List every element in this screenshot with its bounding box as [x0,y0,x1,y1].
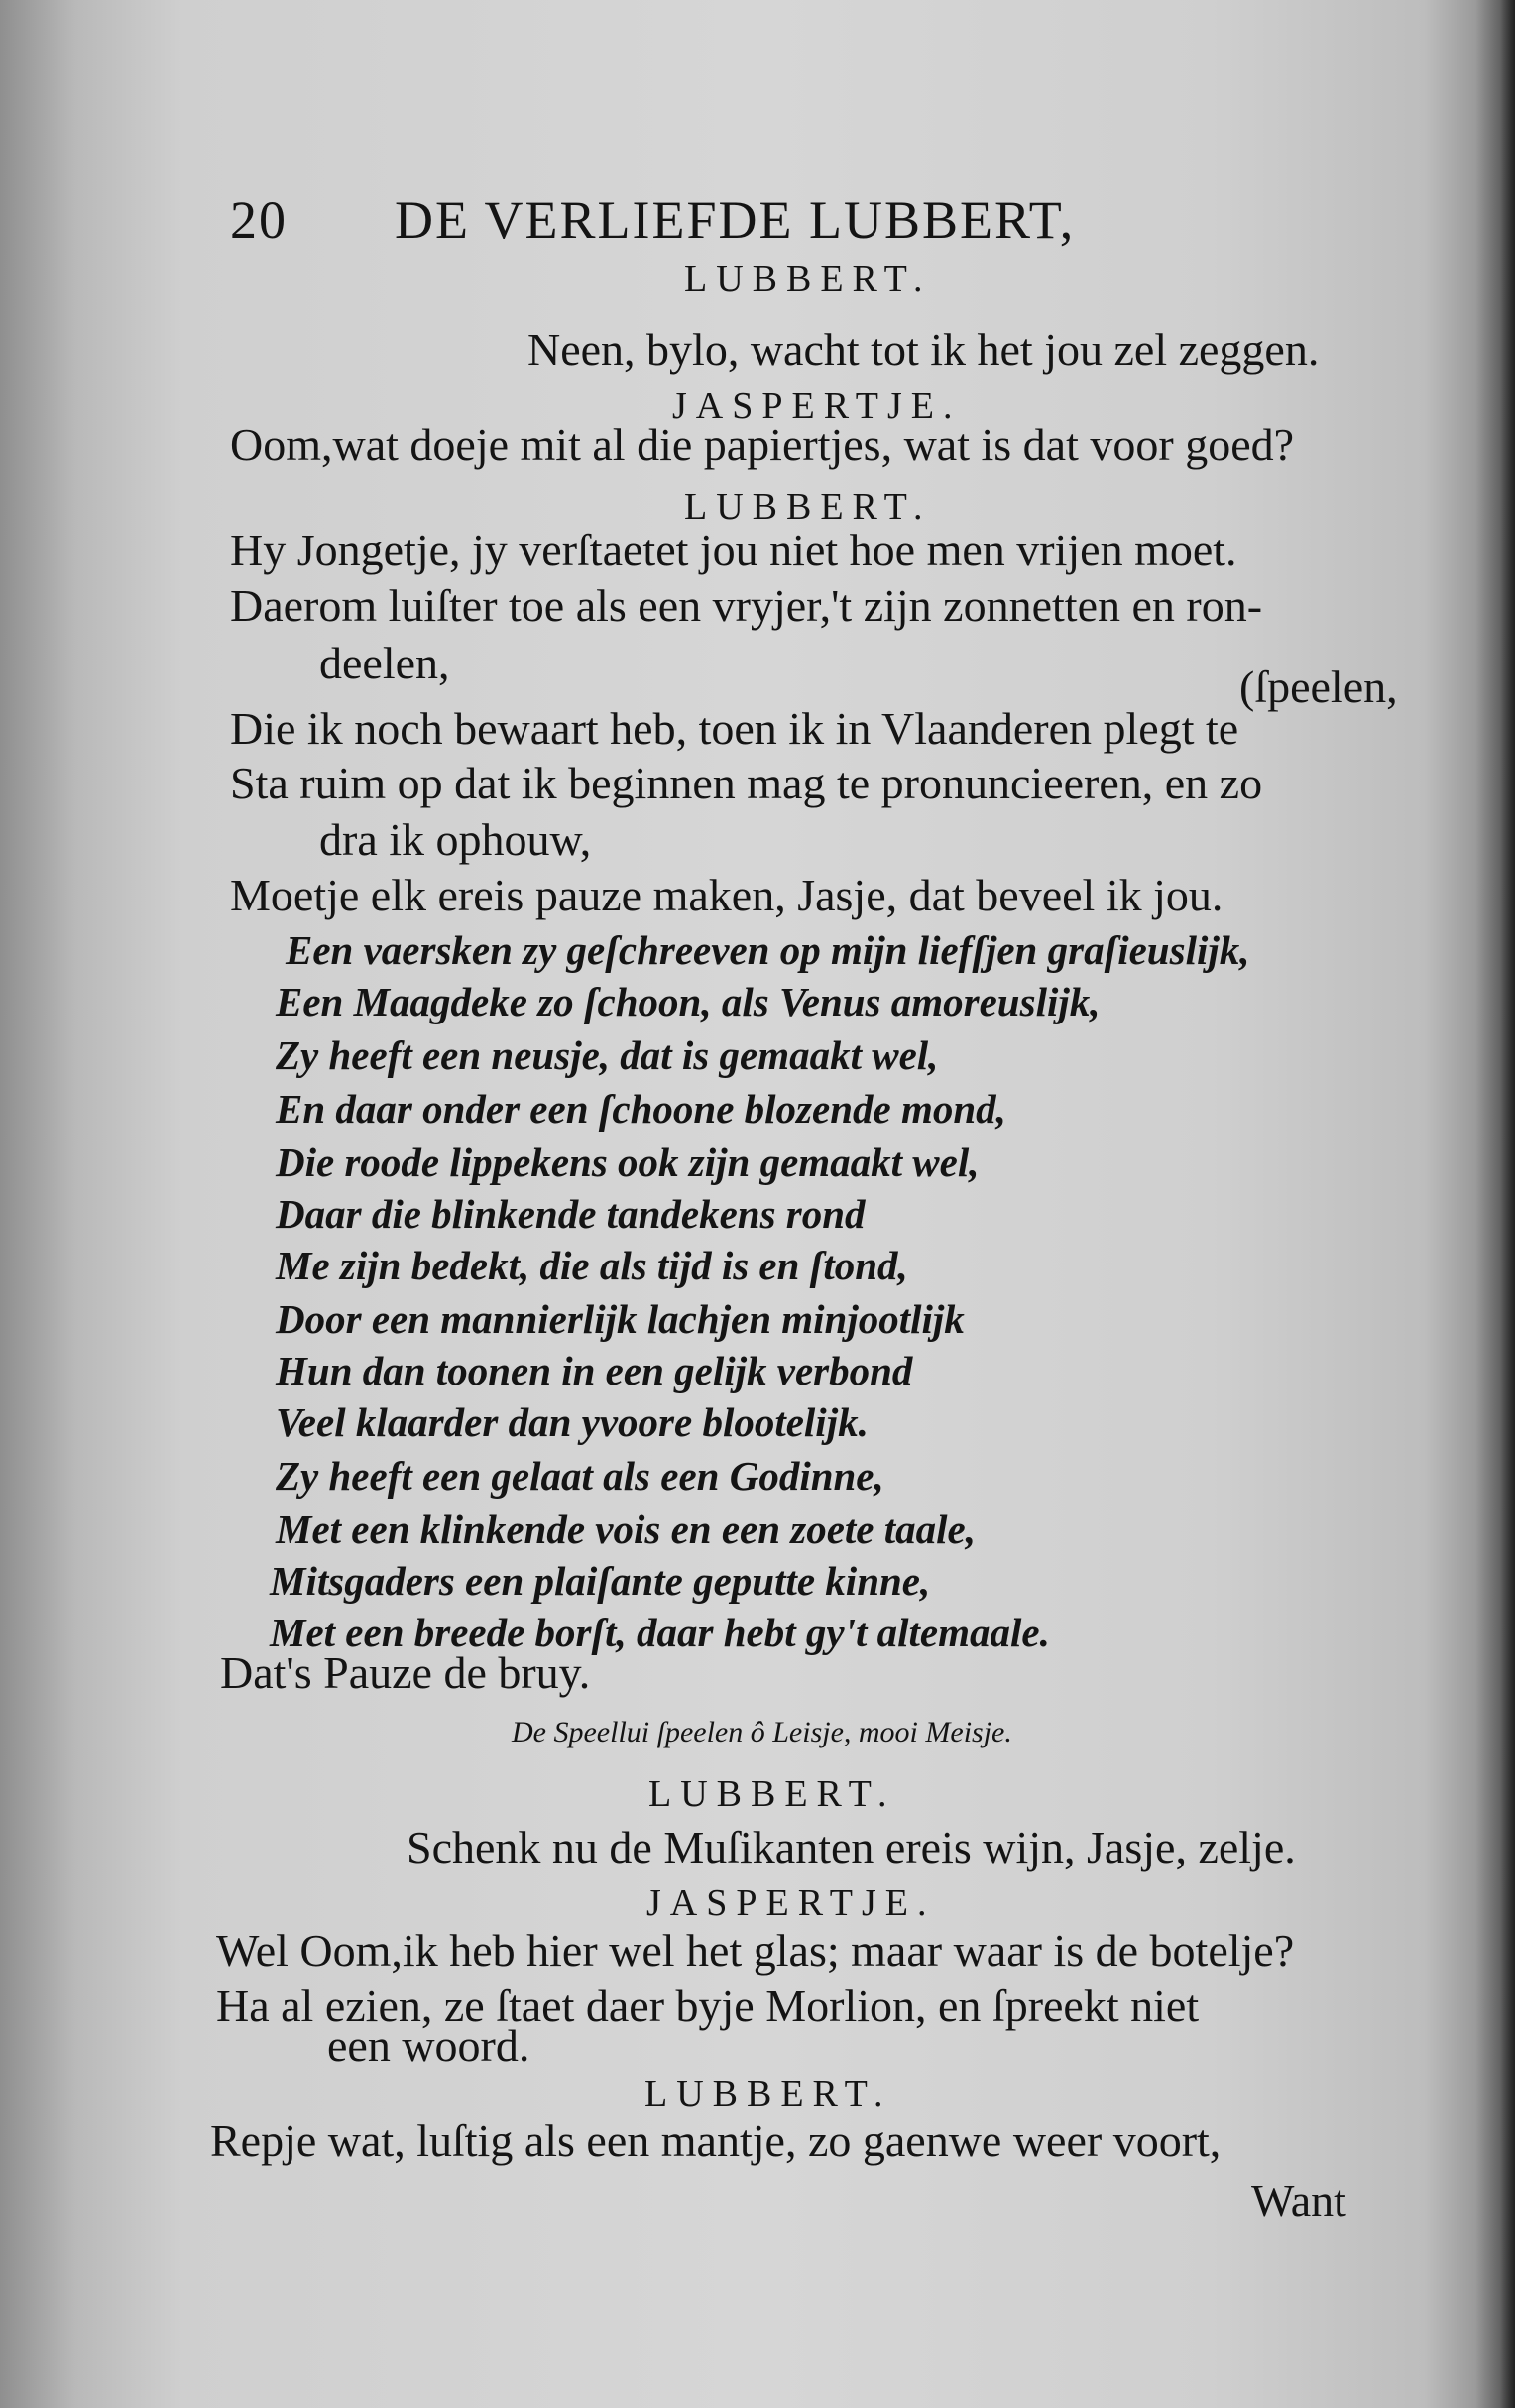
verse-line: een woord. [327,2020,530,2071]
poem-line: Die roode lippekens ook zijn gemaakt wel, [276,1140,980,1185]
verse-line: Oom,wat doeje mit al die papiertjes, wat is dat voor goed? [230,420,1295,470]
poem-line: Zy heeft een neusje, dat is gemaakt wel, [276,1032,939,1078]
verse-line: Hy Jongetje, jy verſtaetet jou niet hoe men vrijen moet. [230,525,1237,575]
verse-line: dra ik ophouw, [319,814,592,865]
verse-line: Wel Oom,ik heb hier wel het glas; maar waar is de botelje? [216,1925,1295,1976]
running-title: DE VERLIEFDE LUBBERT, [395,190,1076,250]
verse-line: Die ik noch bewaart heb, toen ik in Vlaanderen plegt te [230,703,1239,754]
poem-line: Hun dan toonen in een gelijk verbond [276,1348,913,1393]
poem-line: Daar die blinkende tandekens rond [276,1191,866,1237]
stage-direction: De Speellui ſpeelen ô Leisje, mooi Meisje. [512,1716,1012,1748]
verse-line: Sta ruim op dat ik beginnen mag te pronuncieeren, en zo [230,758,1263,808]
poem-line: Me zijn bedekt, die als tijd is en ſtond, [276,1243,908,1288]
verse-line: Daerom luiſter toe als een vryjer,'t zijn zonnetten en ron- [230,580,1263,631]
poem-line: Zy heeft een gelaat als een Godinne, [276,1453,884,1499]
verse-line: Moetje elk ereis pauze maken, Jasje, dat beveel ik jou. [230,870,1224,920]
poem-line: Mitsgaders een plaiſante geputte kinne, [270,1558,931,1604]
verse-line: Dat's Pauze de bruy. [220,1647,591,1698]
poem-line: Met een breede borſt, daar hebt gy't altemaale. [270,1610,1050,1655]
poem-line: En daar onder een ſchoone blozende mond, [276,1086,1006,1132]
speaker-heading: LUBBERT. [684,258,932,300]
speaker-heading: JASPERTJE. [646,1882,936,1924]
verse-line: Neen, bylo, wacht tot ik het jou zel zeggen. [527,324,1320,375]
poem-line: Veel klaarder dan yvoore blootelijk. [276,1399,869,1445]
speaker-heading: LUBBERT. [648,1773,896,1815]
speaker-heading: LUBBERT. [644,2073,892,2114]
speaker-heading: JASPERTJE. [672,385,962,426]
poem-line: Door een mannierlijk lachjen minjootlijk [276,1296,965,1342]
verse-line: Ha al ezien, ze ſtaet daer byje Morlion, en ſpreekt niet [216,1981,1200,2031]
page-number: 20 [230,190,288,250]
poem-line: Een Maagdeke zo ſchoon, als Venus amoreuslijk, [276,979,1101,1024]
verse-line-runover: (ſpeelen, [1239,662,1398,712]
speaker-heading: LUBBERT. [684,486,932,528]
poem-line: Een vaersken zy geſchreeven op mijn liefſjen graſieuslijk, [286,927,1250,973]
poem-line: Met een klinkende vois en een zoete taale, [276,1506,976,1552]
verse-line: deelen, [319,638,450,688]
verse-line: Repje wat, luſtig als een mantje, zo gaenwe weer voort, [210,2115,1222,2166]
catchword: Want [1251,2175,1346,2226]
verse-line: Schenk nu de Muſikanten ereis wijn, Jasje, zelje. [407,1822,1296,1872]
